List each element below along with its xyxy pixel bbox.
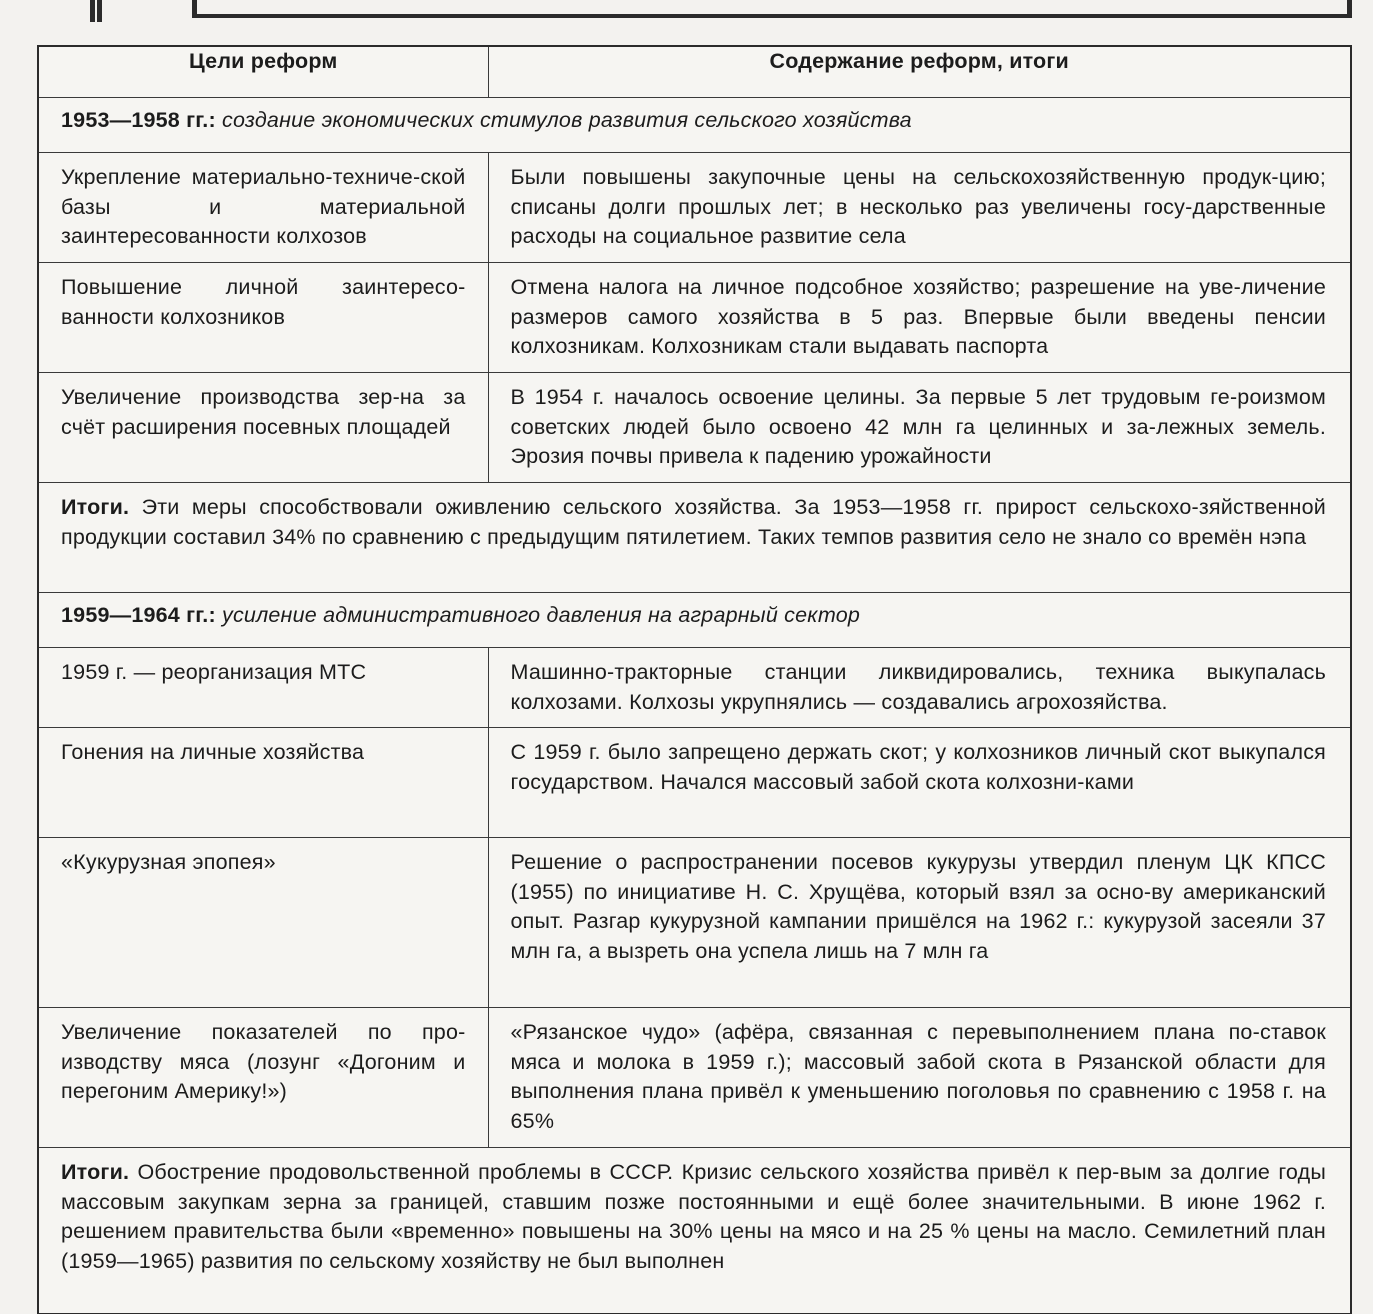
column-header-content: Содержание реформ, итоги bbox=[488, 46, 1351, 98]
content-cell: Машинно-тракторные станции ликвидировались, техника выкупалась колхозами. Колхозы укрупнялись — создавались агрохозяйства. bbox=[488, 648, 1351, 728]
content-cell: Решение о распространении посевов кукурузы утвердил пленум ЦК КПСС (1955) по инициативе Н. С. Хрущёва, который взял за осно-ву американский опыт. Разгар кукурузной кампании пришёлся на 1962 г.: кукурузой засеяли 37 млн га, а вызреть она успела лишь на 7 млн га bbox=[488, 838, 1351, 1008]
section-heading bbox=[38, 98, 1351, 153]
goal-cell: Гонения на личные хозяйства bbox=[38, 728, 488, 838]
table-row bbox=[38, 1008, 1351, 1148]
goal-cell: Повышение личной заинтересо-ванности колхозников bbox=[38, 263, 488, 373]
result-row bbox=[38, 1148, 1351, 1314]
goal-cell: Увеличение производства зер-на за счёт расширения посевных площадей bbox=[38, 373, 488, 483]
page-frame-right bbox=[192, 0, 1352, 18]
table-row bbox=[38, 728, 1351, 838]
result-label: Итоги. bbox=[61, 1160, 130, 1184]
content-cell: В 1954 г. началось освоение целины. За первые 5 лет трудовым ге-роизмом советских людей было освоено 42 млн га целинных и за-лежных земель. Эрозия почвы привела к падению урожайности bbox=[488, 373, 1351, 483]
table-row bbox=[38, 263, 1351, 373]
section-heading bbox=[38, 593, 1351, 648]
result-row bbox=[38, 483, 1351, 593]
result-text: Эти меры способствовали оживлению сельского хозяйства. За 1953—1958 гг. прирост сельскохо-зяйственной продукции составил 34% по сравнению с предыдущим пятилетием. Таких темпов развития село не знало со времён нэпа bbox=[61, 495, 1326, 549]
goal-cell: Увеличение показателей по про-изводству мяса (лозунг «Догоним и перегоним Америку!») bbox=[38, 1008, 488, 1148]
page-frame-left bbox=[90, 0, 102, 22]
goal-cell: Укрепление материально-техниче-ской базы и материальной заинтересованности колхозов bbox=[38, 153, 488, 263]
goal-cell: 1959 г. — реорганизация МТС bbox=[38, 648, 488, 728]
column-header-goals: Цели реформ bbox=[38, 46, 488, 98]
result-cell bbox=[38, 1148, 1351, 1314]
table-row bbox=[38, 648, 1351, 728]
result-text: Обострение продовольственной проблемы в СССР. Кризис сельского хозяйства привёл к пер-вым за долгие годы массовым закупкам зерна за границей, ставшим позже постоянными и ещё более значительными. В июне 1962 г. решением правительства были «временно» повышены на 30% цены на мясо и на 25 % цены на масло. Семилетний план (1959—1965) развития по сельскому хозяйству не был выполнен bbox=[61, 1160, 1326, 1273]
section-title: создание экономических стимулов развития сельского хозяйства bbox=[222, 108, 912, 132]
result-label: Итоги. bbox=[61, 495, 130, 519]
table-row bbox=[38, 838, 1351, 1008]
content-cell: С 1959 г. было запрещено держать скот; у колхозников личный скот выкупался государством. Начался массовый забой скота колхозни-ками bbox=[488, 728, 1351, 838]
section-heading-row bbox=[38, 593, 1351, 648]
table-row bbox=[38, 153, 1351, 263]
content-cell: Отмена налога на личное подсобное хозяйство; разрешение на уве-личение размеров самого хозяйства в 5 раз. Впервые были введены пенсии колхозникам. Колхозникам стали выдавать паспорта bbox=[488, 263, 1351, 373]
section-period: 1959—1964 гг.: bbox=[61, 603, 216, 627]
section-heading-row bbox=[38, 98, 1351, 153]
goal-cell: «Кукурузная эпопея» bbox=[38, 838, 488, 1008]
table-row bbox=[38, 373, 1351, 483]
result-cell bbox=[38, 483, 1351, 593]
table-header-row bbox=[38, 46, 1351, 98]
content-cell: Были повышены закупочные цены на сельскохозяйственную продук-цию; списаны долги прошлых лет; в несколько раз увеличены госу-дарственные расходы на социальное развитие села bbox=[488, 153, 1351, 263]
section-period: 1953—1958 гг.: bbox=[61, 108, 216, 132]
section-title: усиление административного давления на аграрный сектор bbox=[222, 603, 861, 627]
reforms-table bbox=[37, 45, 1352, 1314]
content-cell: «Рязанское чудо» (афёра, связанная с перевыполнением плана по-ставок мяса и молока в 1959 г.); массовый забой скота в Рязанской области для выполнения плана привёл к уменьшению поголовья по сравнению с 1958 г. на 65% bbox=[488, 1008, 1351, 1148]
